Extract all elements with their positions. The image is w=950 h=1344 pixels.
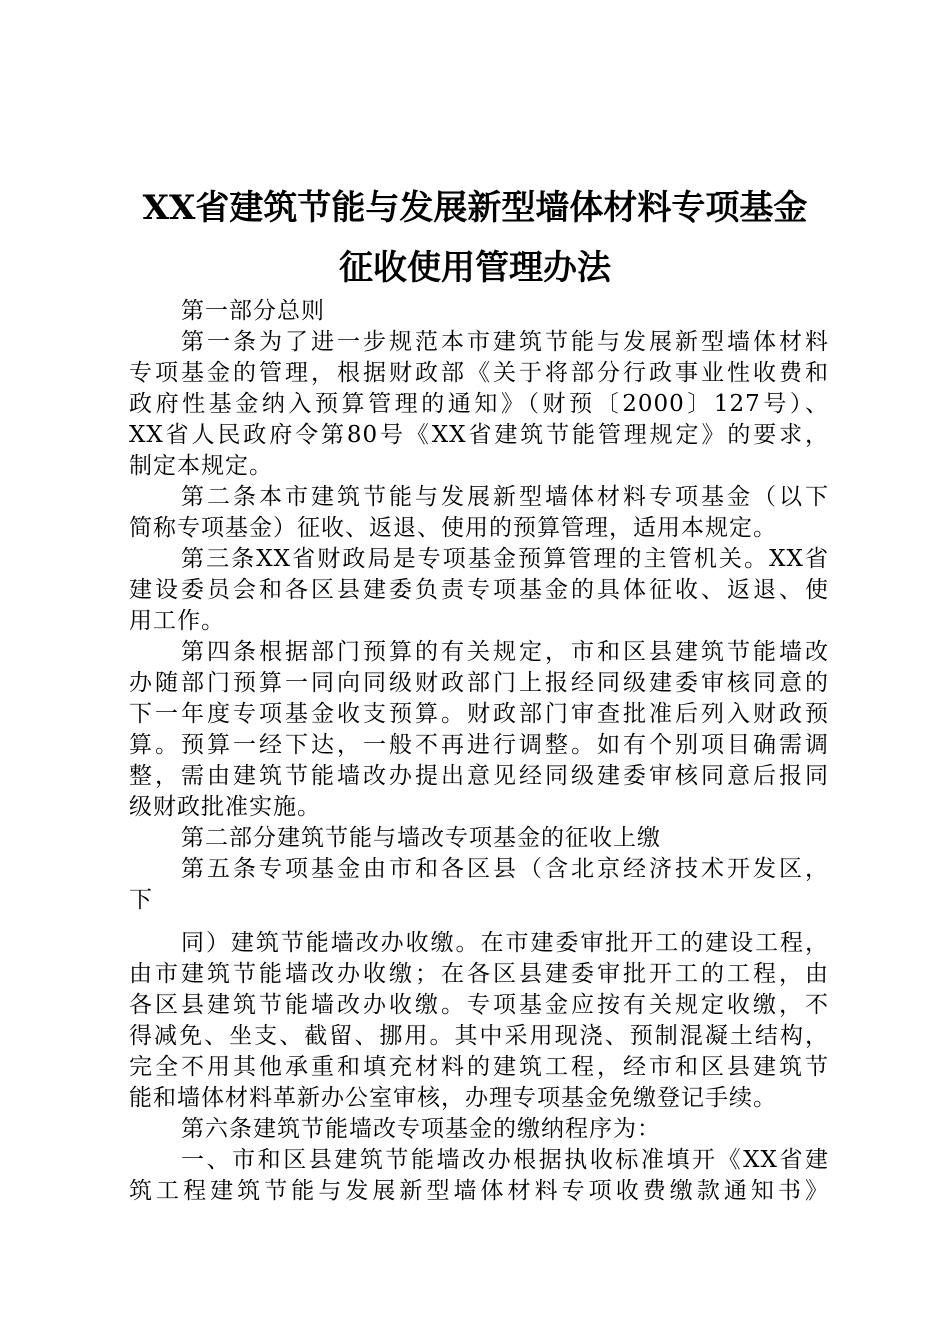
text-line: 同）建筑节能墙改办收缴。在市建委审批开工的建设工程，	[181, 930, 829, 956]
document-body	[129, 296, 829, 1207]
text-line: 能和墙体材料革新办公室审核，办理专项基金免缴登记手续。	[129, 1085, 777, 1111]
text-line: 第三条XX省财政局是专项基金预算管理的主管机关。XX省	[181, 546, 829, 572]
text-line: 由市建筑节能墙改办收缴；在各区县建委审批开工的工程，由	[129, 961, 829, 987]
text-line: 制定本规定。	[129, 453, 273, 479]
text-line: 第一条为了进一步规范本市建筑节能与发展新型墙体材料	[181, 329, 829, 355]
text-line: 整，需由建筑节能墙改办提出意见经同级建委审核同意后报同	[129, 763, 829, 789]
text-line: 政府性基金纳入预算管理的通知》（财预〔2000〕127号）、	[129, 391, 829, 417]
text-line: 下一年度专项基金收支预算。财政部门审查批准后列入财政预	[129, 701, 829, 727]
text-line: 一、市和区县建筑节能墙改办根据执收标准填开《XX省建	[181, 1147, 829, 1173]
text-line: 级财政批准实施。	[129, 794, 321, 820]
text-line: 第五条专项基金由市和各区县（含北京经济技术开发区，	[181, 856, 829, 882]
text-line: 专项基金的管理，根据财政部《关于将部分行政事业性收费和	[129, 360, 829, 386]
text-line: 第六条建筑节能墙改专项基金的缴纳程序为：	[181, 1116, 661, 1142]
text-line: 第二条本市建筑节能与发展新型墙体材料专项基金（以下	[181, 484, 829, 510]
text-line: 简称专项基金）征收、返退、使用的预算管理，适用本规定。	[129, 515, 777, 541]
text-line: 建设委员会和各区县建委负责专项基金的具体征收、返退、使	[129, 577, 829, 603]
text-line: 得减免、坐支、截留、挪用。其中采用现浇、预制混凝土结构，	[129, 1023, 829, 1049]
text-line: 第一部分总则	[181, 298, 325, 324]
text-line: 筑工程建筑节能与发展新型墙体材料专项收费缴款通知书》	[129, 1178, 829, 1204]
text-line: 算。预算一经下达，一般不再进行调整。如有个别项目确需调	[129, 732, 829, 758]
document-title-line-2: 征收使用管理办法	[339, 248, 611, 288]
text-line: 办随部门预算一同向同级财政部门上报经同级建委审核同意的	[129, 670, 829, 696]
text-line: 第二部分建筑节能与墙改专项基金的征收上缴	[181, 825, 661, 851]
text-line: 下	[129, 887, 153, 913]
text-line: XX省人民政府令第80号《XX省建筑节能管理规定》的要求，	[129, 422, 829, 448]
text-line: 第四条根据部门预算的有关规定，市和区县建筑节能墙改	[181, 639, 829, 665]
paragraph-gap	[129, 916, 829, 928]
text-line: 完全不用其他承重和填充材料的建筑工程，经市和区县建筑节	[129, 1054, 829, 1080]
text-line: 用工作。	[129, 608, 225, 634]
document-title-line-1: XX省建筑节能与发展新型墙体材料专项基金	[142, 188, 808, 228]
text-line: 各区县建筑节能墙改办收缴。专项基金应按有关规定收缴，不	[129, 992, 829, 1018]
